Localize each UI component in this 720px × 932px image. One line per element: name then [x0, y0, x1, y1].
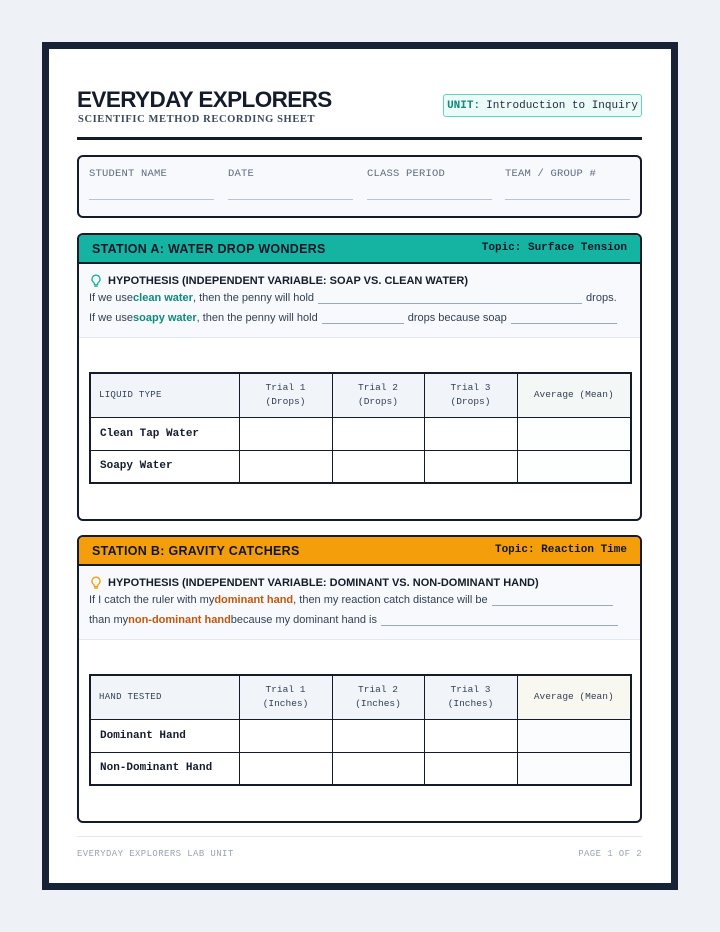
column-header — [424, 675, 517, 719]
unit-badge — [443, 94, 642, 117]
column-header-unit: (Drops) — [358, 396, 398, 408]
data-cell[interactable] — [239, 417, 332, 450]
station-a-hypothesis-title: HYPOTHESIS (INDEPENDENT VARIABLE: SOAP VS. CLEAN WATER) — [108, 275, 468, 287]
worksheet-page — [49, 49, 671, 883]
average-cell[interactable] — [517, 417, 631, 450]
table-row — [90, 752, 631, 785]
hypothesis-keyword: non-dominant hand — [128, 614, 231, 626]
unit-badge-value: Introduction to Inquiry — [486, 99, 638, 112]
page-title: EVERYDAY EXPLORERS — [77, 87, 332, 112]
column-header — [424, 373, 517, 417]
hypothesis-text: than my — [89, 614, 129, 626]
station-a-hypothesis-heading — [90, 274, 468, 288]
row-label: Dominant Hand — [90, 719, 239, 752]
lightbulb-icon — [90, 274, 102, 288]
row-label: Soapy Water — [90, 450, 239, 483]
table-row — [90, 417, 631, 450]
station-a-blank-reason[interactable] — [511, 313, 617, 324]
data-cell[interactable] — [424, 719, 517, 752]
hypothesis-keyword: dominant hand — [214, 594, 294, 606]
column-header: HAND TESTED — [90, 675, 239, 719]
data-cell[interactable] — [332, 417, 424, 450]
column-header — [332, 675, 424, 719]
station-a-data-table — [89, 372, 632, 484]
station-a-hypothesis-line-2 — [89, 312, 621, 324]
column-header — [332, 373, 424, 417]
data-cell[interactable] — [239, 450, 332, 483]
station-a-header — [79, 235, 640, 264]
page-frame — [42, 42, 678, 890]
station-b-hypothesis-line-2 — [89, 614, 618, 626]
table-header-row — [90, 373, 631, 417]
class-period-label: CLASS PERIOD — [367, 168, 446, 180]
column-header-line: Trial 1 — [265, 684, 306, 696]
hypothesis-text: , then the penny will hold — [196, 312, 318, 324]
station-a-blank-soapy-drops[interactable] — [322, 313, 404, 324]
column-header-line: Trial 2 — [358, 382, 398, 394]
data-cell[interactable] — [424, 417, 517, 450]
hypothesis-text: If we use — [89, 312, 134, 324]
average-cell[interactable] — [517, 752, 631, 785]
student-name-line[interactable] — [89, 199, 214, 200]
data-cell[interactable] — [332, 450, 424, 483]
data-cell[interactable] — [424, 450, 517, 483]
hypothesis-text: If we use — [89, 292, 134, 304]
data-cell[interactable] — [239, 719, 332, 752]
row-label: Clean Tap Water — [90, 417, 239, 450]
table-header-row — [90, 675, 631, 719]
column-header: Average (Mean) — [517, 373, 631, 417]
footer-left-text: EVERYDAY EXPLORERS LAB UNIT — [77, 849, 234, 859]
hypothesis-keyword: clean water — [133, 292, 193, 304]
column-header — [239, 373, 332, 417]
station-b-blank-reason[interactable] — [381, 615, 618, 626]
class-period-line[interactable] — [367, 199, 492, 200]
hypothesis-keyword: soapy water — [133, 312, 197, 324]
station-a-hypothesis-line-1 — [89, 292, 617, 304]
column-header: LIQUID TYPE — [90, 373, 239, 417]
team-group-label: TEAM / GROUP # — [505, 168, 597, 180]
station-a-hypothesis — [79, 264, 640, 338]
column-header-unit: (Drops) — [265, 396, 306, 408]
station-b-hypothesis-heading — [90, 576, 539, 590]
student-name-label: STUDENT NAME — [89, 168, 168, 180]
column-header-line: Trial 3 — [450, 684, 491, 696]
station-b-hypothesis-line-1 — [89, 594, 613, 606]
hypothesis-text: If I catch the ruler with my — [89, 594, 215, 606]
station-b-data-table — [89, 674, 632, 786]
column-header-line: Trial 1 — [265, 382, 306, 394]
hypothesis-text: , then my reaction catch distance will be — [293, 594, 488, 606]
station-a-title: STATION A: WATER DROP WONDERS — [92, 242, 326, 256]
column-header-unit: (Inches) — [355, 698, 401, 710]
column-header: Average (Mean) — [517, 675, 631, 719]
page-subtitle: SCIENTIFIC METHOD RECORDING SHEET — [78, 114, 316, 125]
station-b-topic: Topic: Reaction Time — [494, 544, 627, 556]
station-b-header — [79, 537, 640, 566]
column-header-line: Trial 2 — [358, 684, 398, 696]
station-b-blank-distance[interactable] — [492, 595, 613, 606]
column-header — [239, 675, 332, 719]
station-a-topic: Topic: Surface Tension — [481, 242, 627, 254]
station-b-hypothesis-title: HYPOTHESIS (INDEPENDENT VARIABLE: DOMINANT VS. NON-DOMINANT HAND) — [108, 577, 539, 589]
date-label: DATE — [228, 168, 255, 180]
hypothesis-text: drops because soap — [407, 312, 507, 324]
table-row — [90, 719, 631, 752]
data-cell[interactable] — [239, 752, 332, 785]
data-cell[interactable] — [332, 719, 424, 752]
column-header-line: Trial 3 — [450, 382, 491, 394]
average-cell[interactable] — [517, 719, 631, 752]
footer-divider — [77, 836, 642, 837]
hypothesis-text: drops. — [586, 292, 617, 304]
station-a-card — [77, 233, 642, 521]
date-line[interactable] — [228, 199, 353, 200]
average-cell[interactable] — [517, 450, 631, 483]
station-b-hypothesis — [79, 566, 640, 640]
hypothesis-text: because my dominant hand is — [230, 614, 377, 626]
unit-badge-label: UNIT: — [447, 99, 481, 112]
station-b-title: STATION B: GRAVITY CATCHERS — [92, 544, 300, 558]
team-group-line[interactable] — [505, 199, 630, 200]
column-header-unit: (Inches) — [262, 698, 309, 710]
column-header-unit: (Inches) — [447, 698, 494, 710]
row-label: Non-Dominant Hand — [90, 752, 239, 785]
lightbulb-icon — [90, 576, 102, 590]
hypothesis-text: , then the penny will hold — [192, 292, 315, 304]
column-header-unit: (Drops) — [450, 396, 491, 408]
header-divider — [77, 137, 642, 140]
station-a-blank-clean-drops[interactable] — [318, 293, 582, 304]
student-info-box — [77, 155, 642, 218]
data-cell[interactable] — [332, 752, 424, 785]
data-cell[interactable] — [424, 752, 517, 785]
table-row — [90, 450, 631, 483]
footer-page-number: PAGE 1 OF 2 — [578, 849, 642, 859]
station-b-card — [77, 535, 642, 823]
